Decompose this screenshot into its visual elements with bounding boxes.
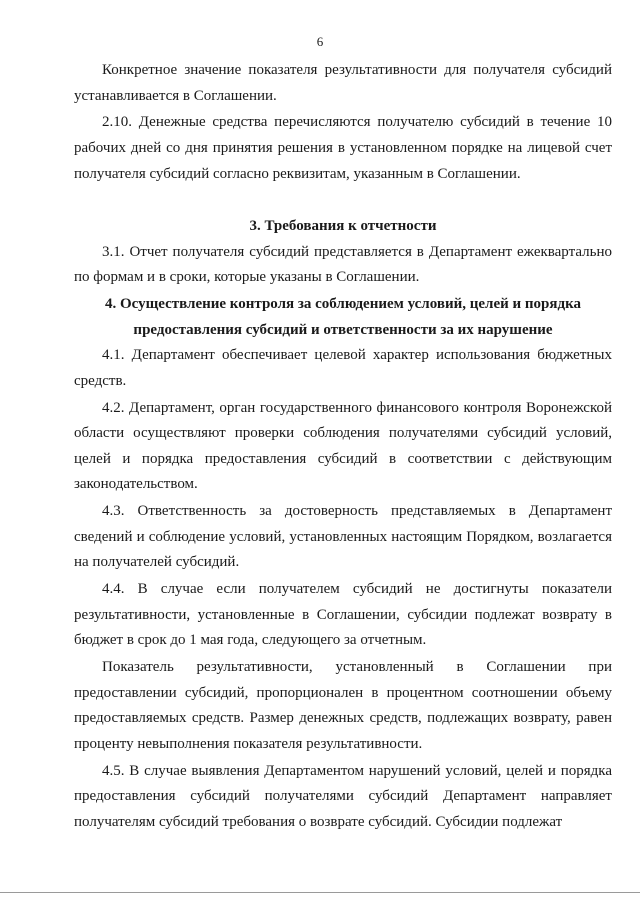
paragraph-result-indicator: Конкретное значение показателя результативности для получателя субсидий устанавливается в Соглашении. bbox=[74, 62, 612, 104]
bottom-scan-edge-line bbox=[0, 892, 640, 893]
page-number: 6 bbox=[316, 34, 324, 49]
section-4-heading-line-1: 4. Осуществление контроля за соблюдением условий, целей и порядка bbox=[104, 296, 581, 313]
paragraph-4-4-indicator: Показатель результативности, установленный в Соглашении при предоставлении субсидий, пропорционален в процентном соотношении объему предоставляемых средств. Размер денежных средств, подлежащих возврату, равен проценту невыполнения показателя результативности. bbox=[74, 659, 612, 752]
paragraph-4-3: 4.3. Ответственность за достоверность представляемых в Департамент сведений и соблюдение условий, установленных настоящим Порядком, возлагается на получателей субсидий. bbox=[74, 503, 612, 571]
paragraph-4-1: 4.1. Департамент обеспечивает целевой характер использования бюджетных средств. bbox=[74, 347, 612, 389]
paragraph-4-2: 4.2. Департамент, орган государственного финансового контроля Воронежской области осуществляют проверки соблюдения получателями субсидий условий, целей и порядка предоставления субсидий в соответствии с действующим законодательством. bbox=[74, 399, 612, 493]
paragraph-4-5: 4.5. В случае выявления Департаментом нарушений условий, целей и порядка предоставления субсидий получателями субсидий Департамент направляет получателям субсидий требования о возврате субсидий. Субсидии подлежат bbox=[74, 762, 612, 830]
document-body bbox=[74, 58, 612, 837]
paragraph-4-4: 4.4. В случае если получателем субсидий не достигнуты показатели результативности, установленные в Соглашении, субсидии подлежат возврату в бюджет в срок до 1 мая года, следующего за отчетным. bbox=[74, 581, 612, 649]
paragraph-3-1: 3.1. Отчет получателя субсидий представляется в Департамент ежеквартально по формам и в сроки, которые указаны в Соглашении. bbox=[74, 243, 612, 286]
section-3-heading: 3. Требования к отчетности bbox=[249, 218, 437, 235]
paragraph-2-10: 2.10. Денежные средства перечисляются получателю субсидий в течение 10 рабочих дней со дня принятия решения в установленном порядке на лицевой счет получателя субсидий согласно реквизитам, указанным в Соглашении. bbox=[74, 114, 612, 182]
section-4-heading-line-2: предоставления субсидий и ответственности за их нарушение bbox=[133, 321, 553, 338]
